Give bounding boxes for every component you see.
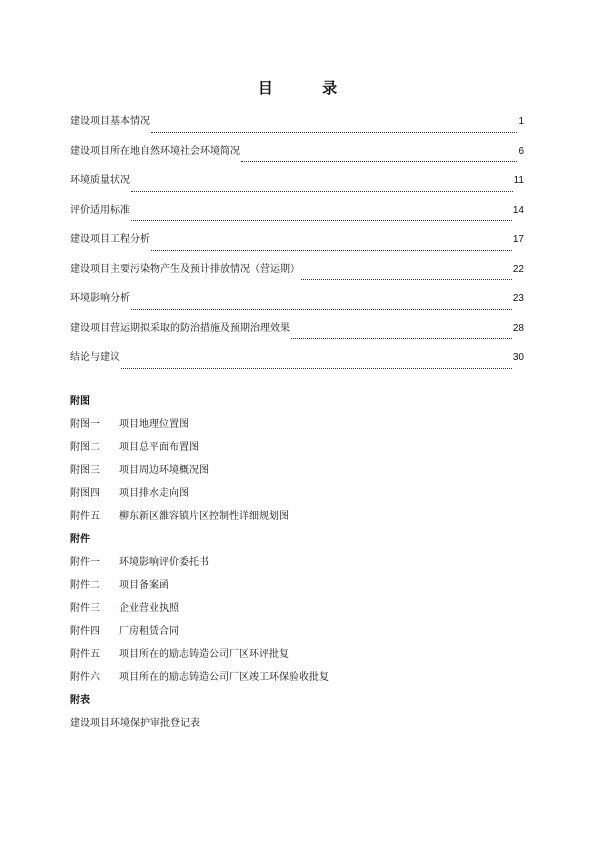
figure-item-text: 项目周边环境概况图 — [119, 465, 209, 476]
figure-item — [70, 436, 530, 459]
attachment-item-label: 附件六 — [70, 672, 100, 683]
toc-dot-leader — [241, 160, 517, 162]
toc-entry-title: 建设项目基本情况 — [70, 116, 150, 127]
attachments-heading: 附件 — [70, 534, 90, 545]
attachment-item — [70, 666, 530, 689]
toc-entry-title: 评价适用标准 — [70, 204, 130, 216]
toc-entry-title: 建设项目工程分析 — [70, 234, 150, 245]
figures-section — [70, 390, 530, 735]
attachment-item-text: 项目所在的励志铸造公司厂区环评批复 — [119, 649, 289, 660]
figure-item — [70, 459, 530, 482]
toc-entry-page: 17 — [512, 234, 524, 245]
figure-item-label: 附图二 — [70, 442, 100, 453]
toc-dot-leader — [121, 367, 512, 369]
figure-item-label: 附图一 — [70, 419, 100, 430]
toc-entry-title: 环境影响分析 — [70, 293, 130, 304]
toc-dot-leader — [131, 190, 513, 192]
attachment-item — [70, 643, 530, 666]
figure-item — [70, 413, 530, 436]
figure-item-label: 附件五 — [70, 511, 100, 522]
toc-entry-title: 建设项目所在地自然环境社会环境简况 — [70, 145, 240, 157]
table-item-text: 建设项目环境保护审批登记表 — [70, 718, 200, 729]
attachment-item-text: 环境影响评价委托书 — [119, 557, 209, 568]
figure-item-text: 项目总平面布置图 — [119, 442, 199, 453]
attachment-item — [70, 620, 530, 643]
toc-entry[interactable] — [70, 260, 524, 290]
toc-entry-page: 14 — [512, 204, 524, 216]
attachment-item-label: 附件四 — [70, 626, 100, 637]
toc-entry-page: 22 — [512, 263, 524, 275]
figure-item-text: 柳东新区雒容镇片区控制性详细规划图 — [119, 511, 289, 522]
toc-entry[interactable] — [70, 230, 524, 260]
toc-entry[interactable] — [70, 289, 524, 319]
toc-dot-leader — [131, 219, 512, 221]
toc-entry[interactable] — [70, 112, 524, 142]
toc-entry-page: 28 — [512, 322, 524, 334]
attachment-item-text: 厂房租赁合同 — [119, 626, 179, 637]
toc-dot-leader — [301, 278, 512, 280]
attachment-item-text: 企业营业执照 — [119, 603, 179, 614]
toc-dot-leader — [291, 337, 512, 339]
toc-entry-title: 建设项目营运期拟采取的防治措施及预期治理效果 — [70, 322, 290, 334]
table-item — [70, 712, 530, 735]
attachment-item — [70, 574, 530, 597]
attachment-item-label: 附件五 — [70, 649, 100, 660]
tables-heading: 附表 — [70, 695, 90, 706]
toc-dot-leader — [151, 131, 517, 133]
attachment-item-label: 附件三 — [70, 603, 100, 614]
toc-entry[interactable] — [70, 348, 524, 378]
table-of-contents — [70, 112, 524, 378]
page-title: 目 录 — [257, 79, 360, 97]
figure-item-label: 附图三 — [70, 465, 100, 476]
figure-item — [70, 482, 530, 505]
toc-entry-title: 环境质量状况 — [70, 175, 130, 186]
figure-item-text: 项目地理位置图 — [119, 419, 189, 430]
toc-entry-page: 6 — [518, 145, 524, 157]
toc-entry[interactable] — [70, 319, 524, 349]
toc-entry-page: 23 — [512, 293, 524, 304]
attachment-item-text: 项目备案函 — [119, 580, 169, 591]
attachment-item-label: 附件一 — [70, 557, 100, 568]
toc-entry-title: 结论与建议 — [70, 352, 120, 363]
toc-entry-page: 1 — [518, 116, 524, 127]
figures-heading: 附图 — [70, 396, 90, 407]
attachment-item-label: 附件二 — [70, 580, 100, 591]
figure-item — [70, 505, 530, 528]
toc-entry[interactable] — [70, 142, 524, 172]
toc-entry-page: 30 — [512, 352, 524, 363]
attachment-item-text: 项目所在的励志铸造公司厂区竣工环保验收批复 — [119, 672, 329, 683]
toc-dot-leader — [151, 249, 512, 251]
toc-entry-page: 11 — [513, 175, 524, 186]
figure-item-label: 附图四 — [70, 488, 100, 499]
toc-entry[interactable] — [70, 171, 524, 201]
attachment-item — [70, 597, 530, 620]
attachment-item — [70, 551, 530, 574]
toc-dot-leader — [131, 308, 512, 310]
toc-entry-title: 建设项目主要污染物产生及预计排放情况（营运期） — [70, 263, 300, 275]
figure-item-text: 项目排水走向图 — [119, 488, 189, 499]
toc-entry[interactable] — [70, 201, 524, 231]
